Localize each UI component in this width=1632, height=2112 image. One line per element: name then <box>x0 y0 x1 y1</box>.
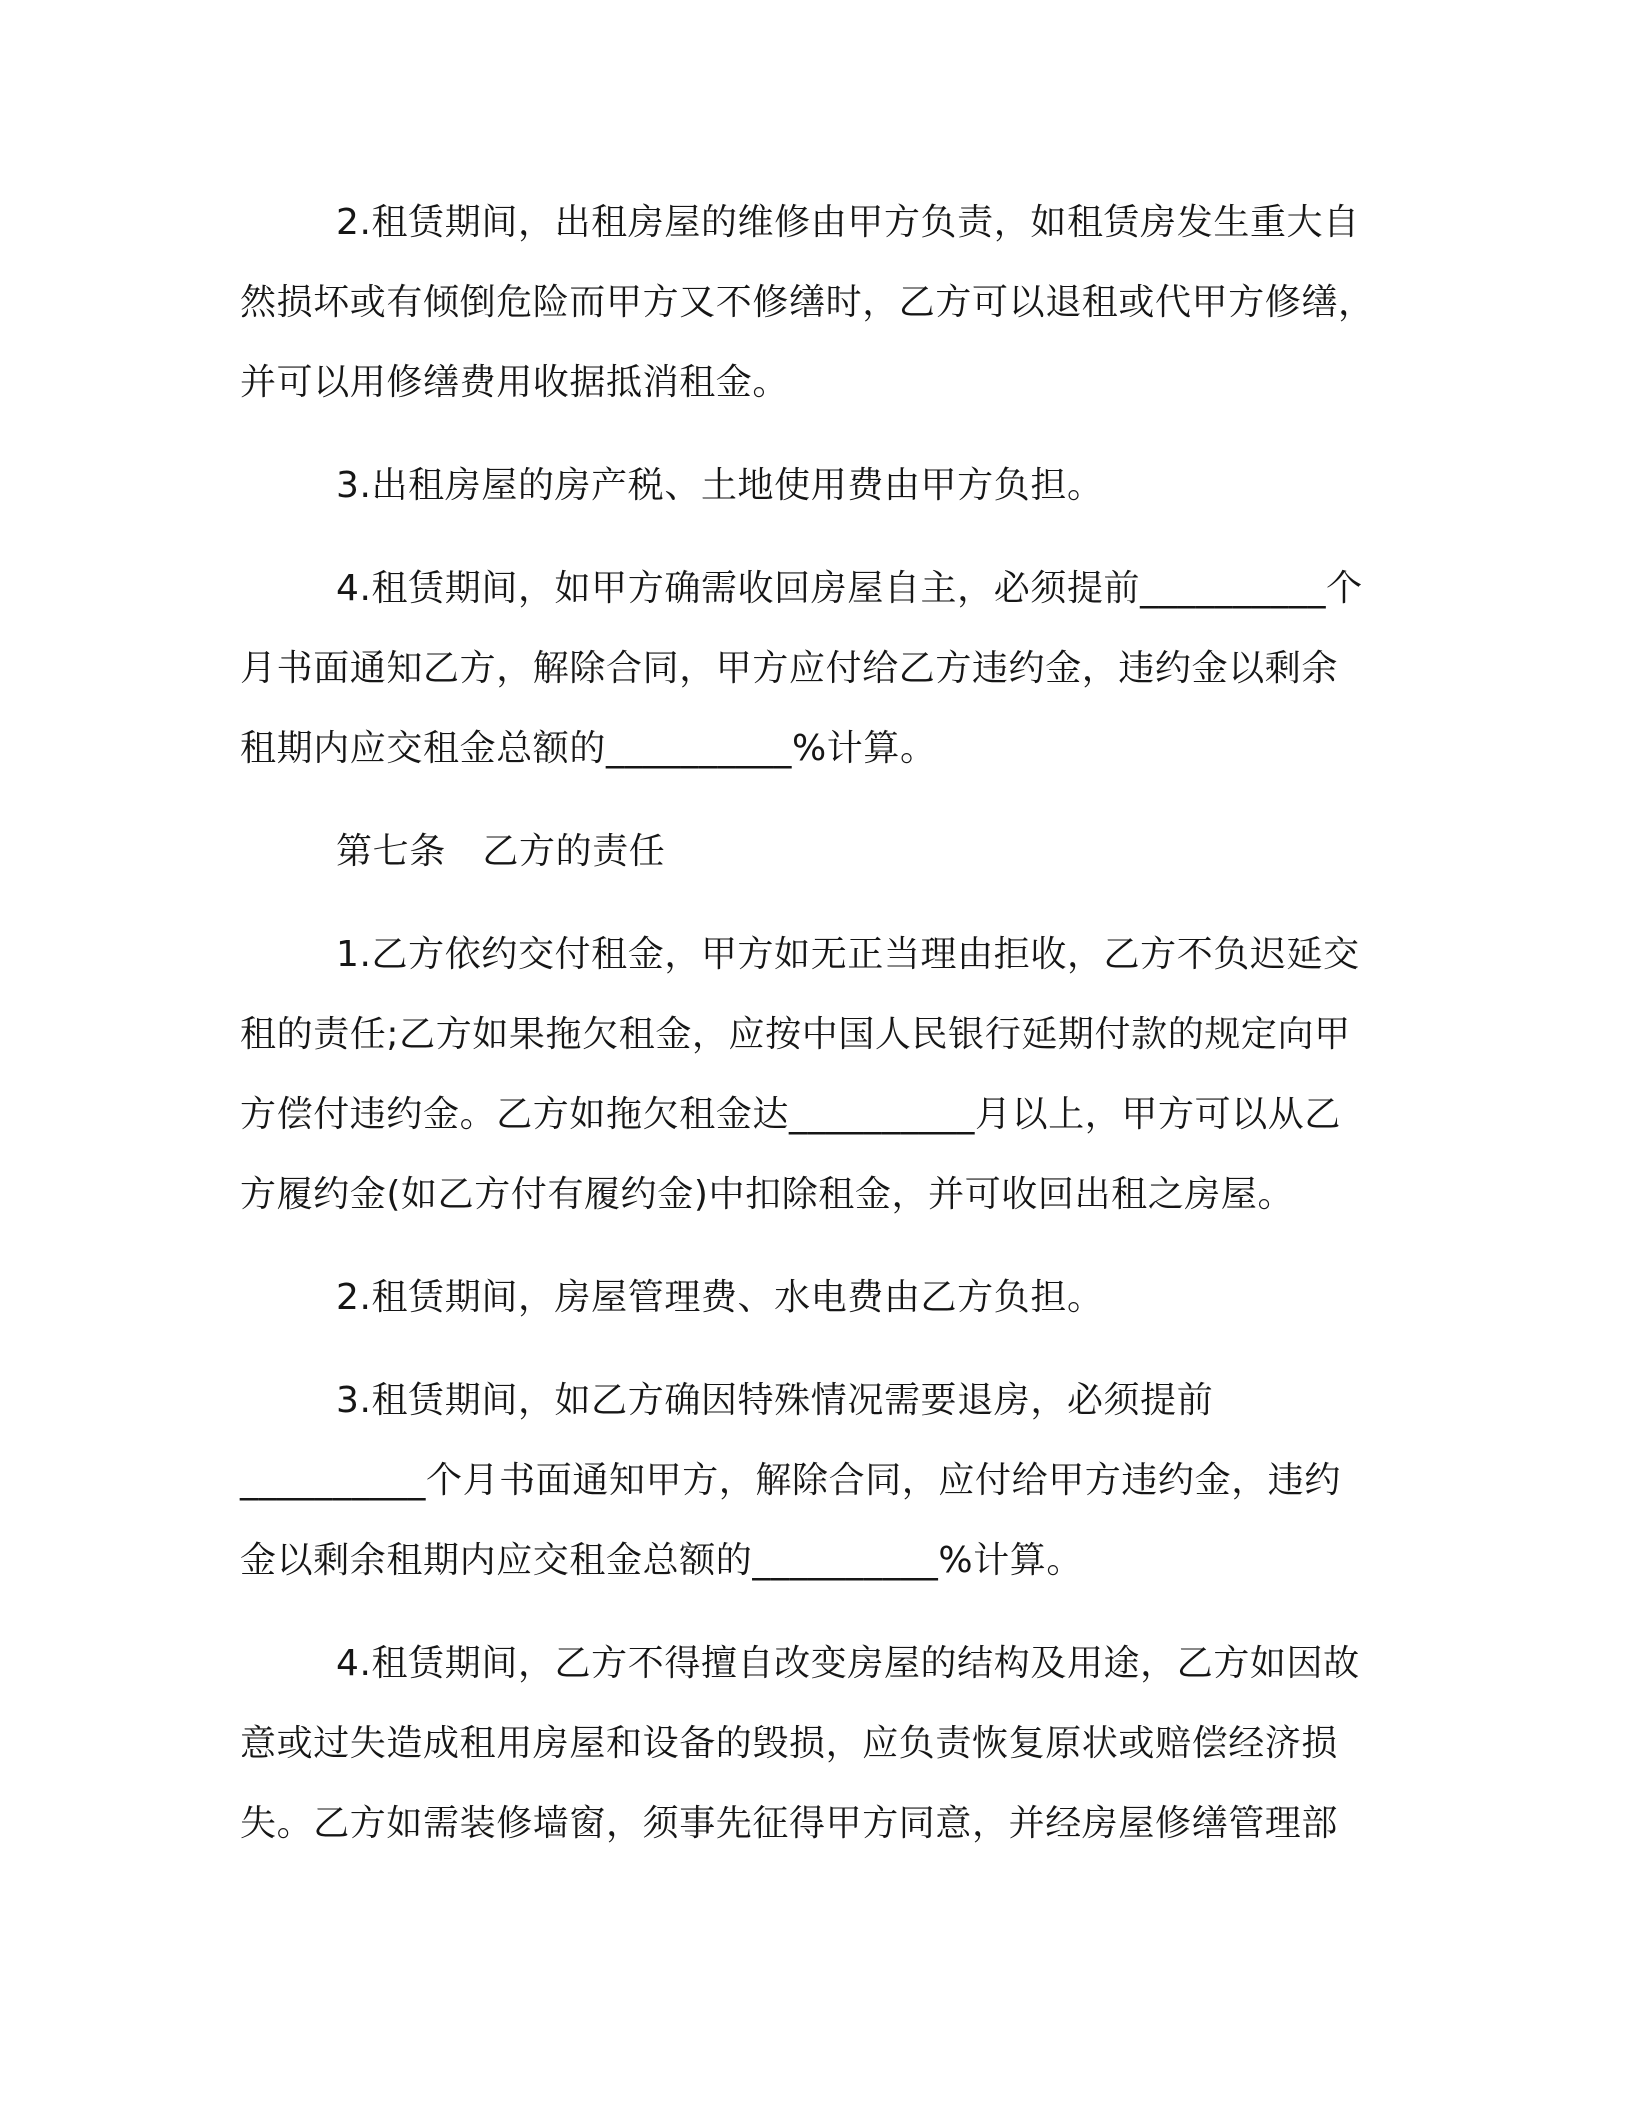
text-line: 月书面通知乙方，解除合同，甲方应付给乙方违约金，违约金以剩余 <box>240 648 1339 689</box>
text-line: 然损坏或有倾倒危险而甲方又不修缮时，乙方可以退租或代甲方修缮， <box>240 282 1375 323</box>
paragraph-landlord-item-3 <box>240 446 1380 526</box>
text-line: 2.租赁期间，出租房屋的维修由甲方负责，如租赁房发生重大自 <box>336 202 1360 243</box>
paragraph-tenant-item-4 <box>240 1624 1380 1864</box>
paragraph-landlord-item-2 <box>240 183 1380 423</box>
text-line: 意或过失造成租用房屋和设备的毁损，应负责恢复原状或赔偿经济损 <box>240 1723 1339 1764</box>
text-line: 金以剩余租期内应交租金总额的__________%计算。 <box>240 1540 1084 1581</box>
document-body <box>240 183 1380 1887</box>
text-line: 失。乙方如需装修墙窗，须事先征得甲方同意，并经房屋修缮管理部 <box>240 1803 1339 1844</box>
text-line: 3.租赁期间，如乙方确因特殊情况需要退房，必须提前 <box>336 1380 1214 1421</box>
text-line: 租的责任;乙方如果拖欠租金，应按中国人民银行延期付款的规定向甲 <box>240 1014 1351 1055</box>
text-line: 方履约金(如乙方付有履约金)中扣除租金，并可收回出租之房屋。 <box>240 1174 1295 1215</box>
paragraph-tenant-item-2 <box>240 1258 1380 1338</box>
text-line: 并可以用修缮费用收据抵消租金。 <box>240 362 790 403</box>
text-line: 3.出租房屋的房产税、土地使用费由甲方负担。 <box>336 465 1104 506</box>
paragraph-tenant-item-1 <box>240 915 1380 1235</box>
section-heading-article-7 <box>240 812 1380 892</box>
text-line: 4.租赁期间，乙方不得擅自改变房屋的结构及用途，乙方如因故 <box>336 1643 1360 1684</box>
text-line: 1.乙方依约交付租金，甲方如无正当理由拒收，乙方不负迟延交 <box>336 934 1360 975</box>
text-line: 租期内应交租金总额的__________%计算。 <box>240 728 937 769</box>
text-line: __________个月书面通知甲方，解除合同，应付给甲方违约金，违约 <box>240 1460 1341 1501</box>
heading-text: 第七条 乙方的责任 <box>336 831 666 872</box>
text-line: 方偿付违约金。乙方如拖欠租金达__________月以上，甲方可以从乙 <box>240 1094 1341 1135</box>
paragraph-tenant-item-3 <box>240 1361 1380 1601</box>
text-line: 4.租赁期间，如甲方确需收回房屋自主，必须提前__________个 <box>336 568 1363 609</box>
text-line: 2.租赁期间，房屋管理费、水电费由乙方负担。 <box>336 1277 1104 1318</box>
paragraph-landlord-item-4 <box>240 549 1380 789</box>
